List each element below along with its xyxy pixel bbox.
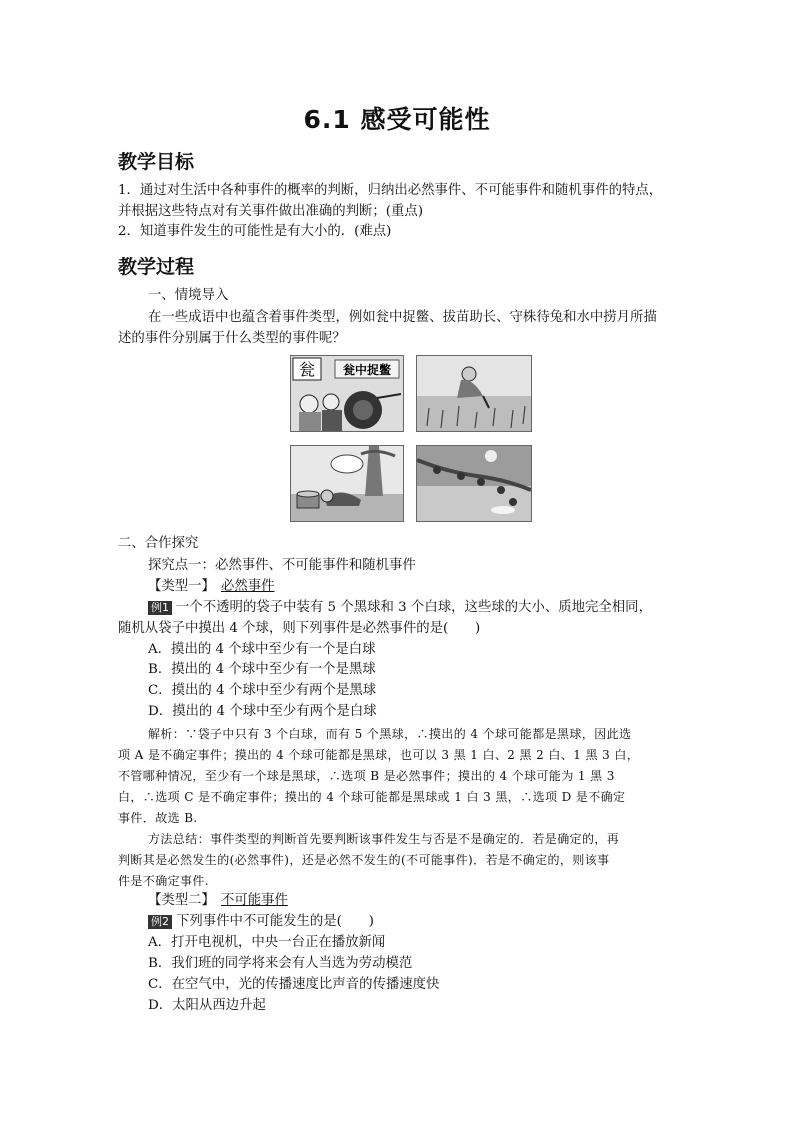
- intro-line: 述的事件分别属于什么类型的事件呢？: [118, 331, 346, 346]
- illustration-waiting-by-stump: [290, 445, 404, 522]
- objective-line: 并根据这些特点对有关事件做出准确的判断；(重点): [118, 204, 424, 219]
- option-c: C．摸出的 4 个球中至少有两个是黑球: [148, 683, 377, 698]
- example1-line: [148, 598, 652, 618]
- example1-line: 随机从袋子中摸出 4 个球，则下列事件是必然事件的是( ): [118, 621, 481, 636]
- option-d: D．太阳从西边升起: [148, 998, 266, 1013]
- solution-line: 事件．故选 B.: [118, 811, 198, 825]
- example1-text: 一个不透明的袋子中装有 5 个黑球和 3 个白球，这些球的大小、质地完全相同，: [176, 600, 652, 615]
- option-a: A．打开电视机，中央一台正在播放新闻: [148, 935, 386, 950]
- objective-line: 2．知道事件发生的可能性是有大小的．(难点): [118, 224, 392, 239]
- option-b: B．我们班的同学将来会有人当选为劳动模范: [148, 956, 413, 971]
- example1-tag: 例1: [148, 601, 172, 615]
- illustration-pulling-seedlings: [416, 355, 532, 432]
- option-d: D．摸出的 4 个球中至少有两个是白球: [148, 704, 377, 719]
- type1-heading: [148, 577, 275, 597]
- solution-line: 解析：∵袋子中只有 3 个白球，而有 5 个黑球，∴摸出的 4 个球可能都是黑球，因此选: [148, 727, 632, 741]
- summary-line: 方法总结：事件类型的判断首先要判断该事件发生与否是不是确定的．若是确定的，再: [148, 832, 620, 846]
- type2-heading: [148, 891, 288, 911]
- example2-text: 下列事件中不可能发生的是( ): [176, 914, 374, 929]
- example2-line: [148, 912, 374, 932]
- solution-line: 白，∴选项 C 是不确定事件；摸出的 4 个球可能都是黑球或 1 白 3 黑，∴选项 D 是不确定: [118, 790, 626, 804]
- objective-line: 1．通过对生活中各种事件的概率的判断，归纳出必然事件、不可能事件和随机事件的特点，: [118, 183, 663, 198]
- solution-line: 项 A 是不确定事件；摸出的 4 个球可能都是黑球，也可以 3 黑 1 白、2 黑 2 白、1 黑 3 白，: [118, 748, 640, 762]
- type1-label: 【类型一】: [148, 579, 215, 594]
- option-c: C．在空气中，光的传播速度比声音的传播速度快: [148, 977, 440, 992]
- process-heading: 教学过程: [118, 256, 195, 278]
- caption-text: 瓮中捉鳖: [342, 363, 392, 377]
- part2-title: 二、合作探究: [118, 536, 199, 551]
- objectives-heading: 教学目标: [118, 151, 195, 173]
- option-b: B．摸出的 4 个球中至少有一个是黑球: [148, 662, 376, 677]
- type2-name: 不可能事件: [220, 893, 288, 908]
- jar-character: 瓮: [298, 360, 316, 379]
- intro-line: 在一些成语中也蕴含着事件类型，例如瓮中捉鳖、拔苗助长、守株待兔和水中捞月所描: [148, 310, 657, 325]
- part1-title: 一、情境导入: [148, 288, 229, 303]
- illustration-monkeys-moon: [416, 445, 532, 522]
- summary-line: 件是不确定事件.: [118, 874, 210, 888]
- illustration-turtle-in-jar: [290, 355, 404, 432]
- type1-name: 必然事件: [220, 579, 275, 594]
- example2-tag: 例2: [148, 915, 172, 929]
- type2-label: 【类型二】: [148, 893, 215, 908]
- solution-line: 不管哪种情况，至少有一个球是黑球，∴选项 B 是必然事件；摸出的 4 个球可能为 1 黑 3: [118, 769, 615, 783]
- page-title: 6.1 感受可能性: [303, 105, 491, 134]
- explore-point: 探究点一：必然事件、不可能事件和随机事件: [148, 558, 416, 573]
- option-a: A．摸出的 4 个球中至少有一个是白球: [148, 642, 376, 657]
- summary-line: 判断其是必然发生的(必然事件)，还是必然不发生的(不可能事件)．若是不确定的，则该事: [118, 853, 610, 867]
